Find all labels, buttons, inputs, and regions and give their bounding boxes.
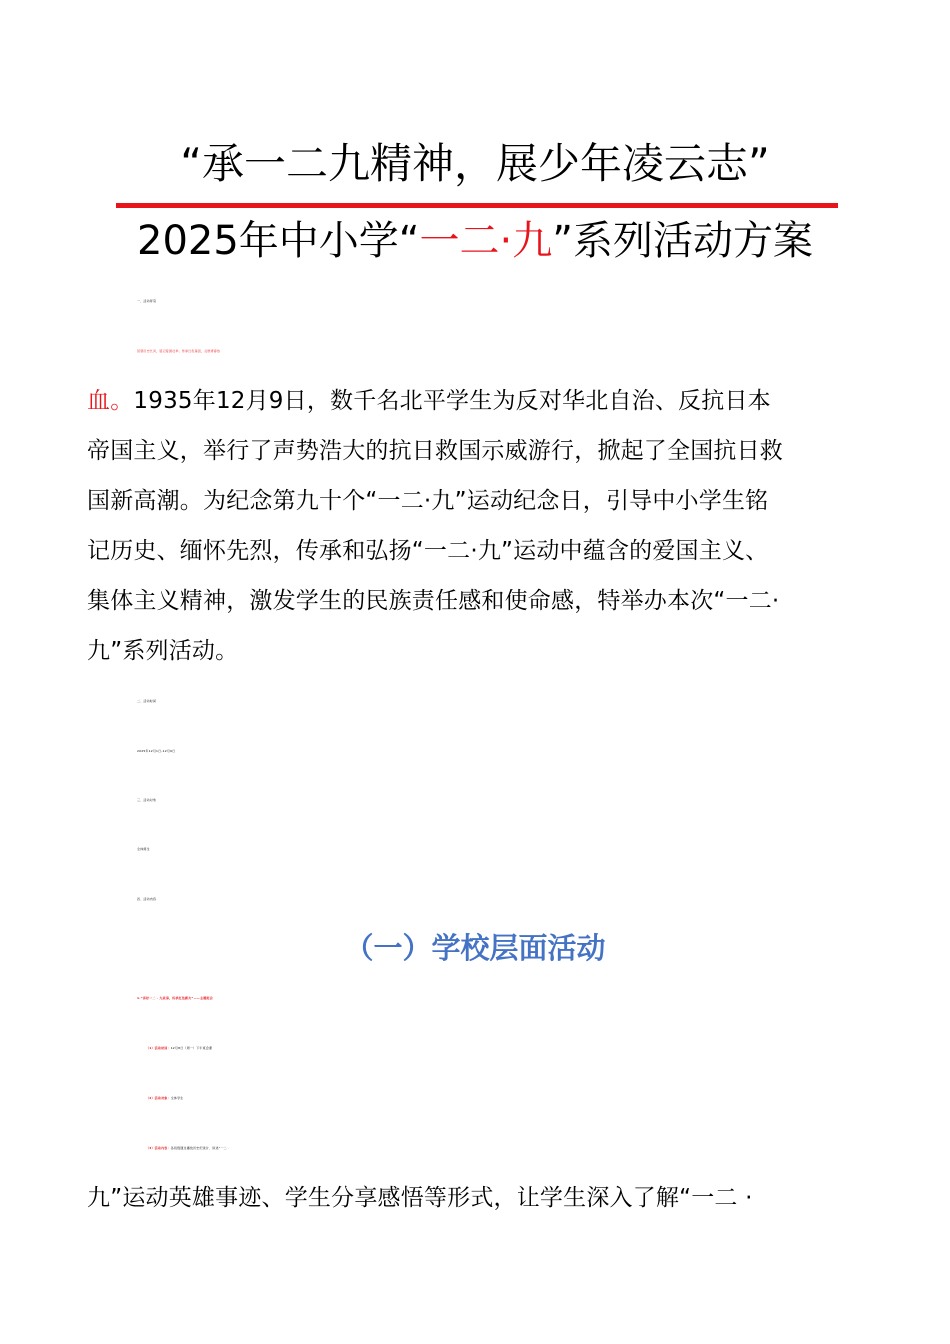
background-slogan-line1: 回望历史长河，铭记爱国壮举；传承红色基因，点燃青春热 (137, 349, 221, 353)
section-heading-time: 二、活动时间 (137, 699, 157, 703)
item1-content-continued: 九”运动英雄事迹、学生分享感悟等形式，让学生深入了解“一二 · (87, 1185, 753, 1211)
item1-row-content (146, 1133, 926, 1163)
subtitle-suffix: ”系列活动方案 (552, 218, 813, 264)
row-content-label: （3）活动内容： (146, 1146, 171, 1150)
background-text-line2: 1935年12月9日，数千名北平学生为反对华北自治、反抗日本 (133, 388, 771, 414)
section-heading-target: 三、活动对象 (137, 798, 157, 802)
row-target-label: （2）活动对象： (146, 1096, 171, 1100)
background-line2 (87, 386, 867, 416)
background-text-line5: 记历史、缅怀先烈，传承和弘扬“一二·九”运动中蕴含的爱国主义、 (87, 538, 769, 564)
background-text-line4: 国新高潮。为纪念第九十个“一二·九”运动纪念日，引导中小学生铭 (87, 488, 769, 514)
subtitle-prefix: 2025年中小学“ (137, 218, 420, 264)
section-heading-background: 一、活动背景 (137, 299, 157, 303)
title-divider (116, 203, 838, 208)
subtitle (0, 212, 950, 270)
main-title: “承一二九精神，展少年凌云志” (180, 139, 770, 188)
subtitle-highlight: 一二·九 (419, 218, 553, 264)
background-slogan-line2: 血。 (87, 388, 134, 414)
row-target-value: 全体学生 (170, 1096, 184, 1100)
item1-title: 1.“讲好一二 · 九故事，传承红色薪火”——主题班会 (137, 996, 213, 1000)
row-time-value: 12月8日（周一）下午班会课 (170, 1046, 213, 1050)
row-time-label: （1）活动时间： (146, 1046, 171, 1050)
item1-row-time (146, 1033, 926, 1063)
item1-row-target (146, 1083, 926, 1113)
background-text-line3: 帝国主义，举行了声势浩大的抗日救国示威游行，掀起了全国抗日救 (87, 438, 783, 464)
background-text-line6: 集体主义精神，激发学生的民族责任感和使命感，特举办本次“一二· (87, 588, 780, 614)
school-level-heading: （一）学校层面活动 (344, 931, 606, 965)
section-heading-content: 四、活动内容 (137, 897, 157, 901)
background-text-line7: 九”系列活动。 (87, 638, 239, 664)
activity-time-value: 2025年12月1日-12月9日 (137, 749, 176, 753)
activity-target-value: 全体师生 (137, 847, 150, 851)
row-content-value: 各班级通过播放历史纪录片、讲述“一二 · (170, 1146, 230, 1150)
